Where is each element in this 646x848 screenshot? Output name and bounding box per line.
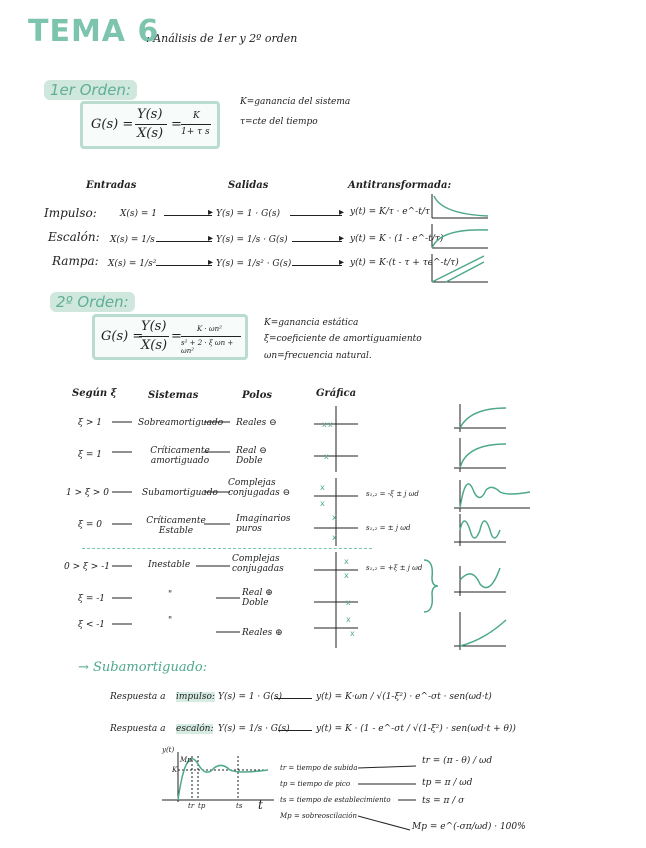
poles-type: Reales ⊖ xyxy=(236,418,277,428)
formula-num: K xyxy=(193,111,200,121)
row-output: Y(s) = 1 · G(s) xyxy=(216,209,280,219)
first-order-formula-box xyxy=(80,101,220,149)
graph-y-label: y(t) xyxy=(162,746,175,754)
system-type: Inestable xyxy=(148,560,191,570)
system-type: Críticamente Estable xyxy=(146,516,206,536)
second-order-note: ξ=coeficiente de amortiguamiento xyxy=(264,334,422,344)
xi-value: ξ < -1 xyxy=(78,620,105,630)
svg-text:x: x xyxy=(346,615,351,624)
row-label: Escalón: xyxy=(48,230,100,244)
svg-text:x: x xyxy=(328,420,333,429)
poles-type: Imaginarios puros xyxy=(236,514,291,534)
formula-frac-num: Y(s) xyxy=(137,107,163,122)
brace xyxy=(422,558,442,614)
formula-frac-num: Y(s) xyxy=(141,319,167,334)
graph-ts-label: ts xyxy=(236,802,243,810)
graph-t-label: t xyxy=(258,798,263,812)
step-label: Respuesta a xyxy=(110,724,166,734)
second-order-note: ωn=frecuencia natural. xyxy=(264,351,372,361)
definition-formula: tp = π / ωd xyxy=(422,778,473,788)
row-arrows xyxy=(112,418,242,638)
impulse-word: impulso: xyxy=(176,692,215,702)
definition: ts = tiempo de establecimiento xyxy=(280,796,391,804)
xi-value: 0 > ξ > -1 xyxy=(64,562,110,572)
svg-text:x: x xyxy=(324,452,329,461)
first-order-sketches xyxy=(428,190,498,290)
xi-value: ξ = 1 xyxy=(78,450,102,460)
second-order-heading: 2º Orden: xyxy=(50,292,135,312)
formula-num: K · ωn² xyxy=(197,325,222,333)
svg-text:x: x xyxy=(344,571,349,580)
definition-arrows xyxy=(358,760,420,840)
underdamped-heading: → Subamortiguado: xyxy=(78,660,208,675)
formula-lhs: G(s) = xyxy=(91,117,134,132)
col-header: Antitransformada: xyxy=(348,180,452,191)
row-input: X(s) = 1/s² xyxy=(108,259,157,269)
second-order-formula-box xyxy=(92,314,248,360)
formula-den: 1+ τ s xyxy=(181,127,210,137)
graph-k-label: K xyxy=(172,766,178,774)
xi-value: 1 > ξ > 0 xyxy=(66,488,109,498)
col-header: Entradas xyxy=(86,180,137,191)
step-eq: Y(s) = 1/s · G(s) xyxy=(218,724,290,734)
svg-text:x: x xyxy=(350,629,355,638)
formula-den: s² + 2 · ξ ωn + ωn² xyxy=(181,339,234,355)
first-order-note: τ=cte del tiempo xyxy=(240,117,318,127)
xi-value: ξ > 1 xyxy=(78,418,102,428)
col-header: Sistemas xyxy=(148,390,199,401)
pole-formula: s₁,₂ = +ξ ± j ωd xyxy=(366,564,423,572)
row-inverse: y(t) = K·(t - τ + τe^-t/τ) xyxy=(350,258,459,268)
svg-text:x: x xyxy=(332,513,337,522)
svg-text:x: x xyxy=(320,499,325,508)
definition-formula: Mp = e^(-σπ/ωd) · 100% xyxy=(412,822,526,832)
row-input: X(s) = 1 xyxy=(120,209,158,219)
second-order-note: K=ganancia estática xyxy=(264,318,359,328)
pole-formula: s₁,₂ = ± j ωd xyxy=(366,524,411,532)
system-type: Subamortiguado xyxy=(142,488,218,498)
system-type: Sobreamortiguado xyxy=(138,418,224,428)
step-result: y(t) = K · (1 - e^-σt / √(1-ξ²) · sen(ωd·t + θ)) xyxy=(316,724,516,734)
row-inverse: y(t) = K · (1 - e^-t/τ) xyxy=(350,234,444,244)
xi-value: ξ = 0 xyxy=(78,520,102,530)
impulse-eq: Y(s) = 1 · G(s) xyxy=(218,692,282,702)
svg-text:x: x xyxy=(344,557,349,566)
formula-frac-den: X(s) xyxy=(141,338,168,353)
row-label: Impulso: xyxy=(44,206,97,220)
impulse-result: y(t) = K·ωn / √(1-ξ²) · e^-σt · sen(ωd·t) xyxy=(316,692,492,702)
graph-mp-label: Mp xyxy=(180,756,192,764)
svg-text:x: x xyxy=(346,598,351,607)
pole-plots xyxy=(310,400,360,650)
col-header: Según ξ xyxy=(72,388,117,399)
col-header: Polos xyxy=(242,390,273,401)
row-input: X(s) = 1/s xyxy=(110,235,155,245)
xi-value: ξ = -1 xyxy=(78,594,105,604)
row-output: Y(s) = 1/s · G(s) xyxy=(216,235,288,245)
response-plots xyxy=(450,400,540,660)
pole-formula: s₁,₂ = -ξ ± j ωd xyxy=(366,490,419,498)
poles-type: Complejas conjugadas xyxy=(232,554,284,574)
definition: tr = tiempo de subida xyxy=(280,764,358,772)
system-type: Críticamente amortiguado xyxy=(150,446,210,466)
definition: tp = tiempo de pico xyxy=(280,780,351,788)
col-header: Gráfica xyxy=(316,388,357,399)
definition-formula: ts = π / σ xyxy=(422,796,465,806)
formula-eq: = xyxy=(171,117,182,132)
poles-type: Complejas conjugadas ⊖ xyxy=(228,478,291,498)
row-label: Rampa: xyxy=(52,254,99,268)
definition-formula: tr = (π - θ) / ωd xyxy=(422,756,493,766)
formula-eq: = xyxy=(171,329,182,344)
poles-type: Real ⊕ Doble xyxy=(242,588,273,608)
system-type: " xyxy=(168,616,173,626)
svg-text:x: x xyxy=(320,483,325,492)
row-output: Y(s) = 1/s² · G(s) xyxy=(216,259,292,269)
graph-tr-label: tr xyxy=(188,802,195,810)
poles-type: Reales ⊕ xyxy=(242,628,283,638)
page-title: TEMA 6 xyxy=(28,14,160,49)
svg-text:x: x xyxy=(332,533,337,542)
first-order-heading: 1er Orden: xyxy=(44,80,137,100)
impulse-label: Respuesta a xyxy=(110,692,166,702)
definition: Mp = sobreoscilación xyxy=(280,812,357,820)
col-header: Salidas xyxy=(228,180,269,191)
system-type: " xyxy=(168,590,173,600)
step-word: escalón: xyxy=(176,724,214,734)
page-subtitle: : Análisis de 1er y 2º orden xyxy=(146,32,298,45)
first-order-note: K=ganancia del sistema xyxy=(240,97,351,107)
formula-lhs: G(s) = xyxy=(101,329,144,344)
poles-type: Real ⊖ Doble xyxy=(236,446,267,466)
formula-frac-den: X(s) xyxy=(137,126,164,141)
row-inverse: y(t) = K/τ · e^-t/τ xyxy=(350,207,430,217)
svg-text:x: x xyxy=(322,420,327,429)
graph-tp-label: tp xyxy=(198,802,206,810)
